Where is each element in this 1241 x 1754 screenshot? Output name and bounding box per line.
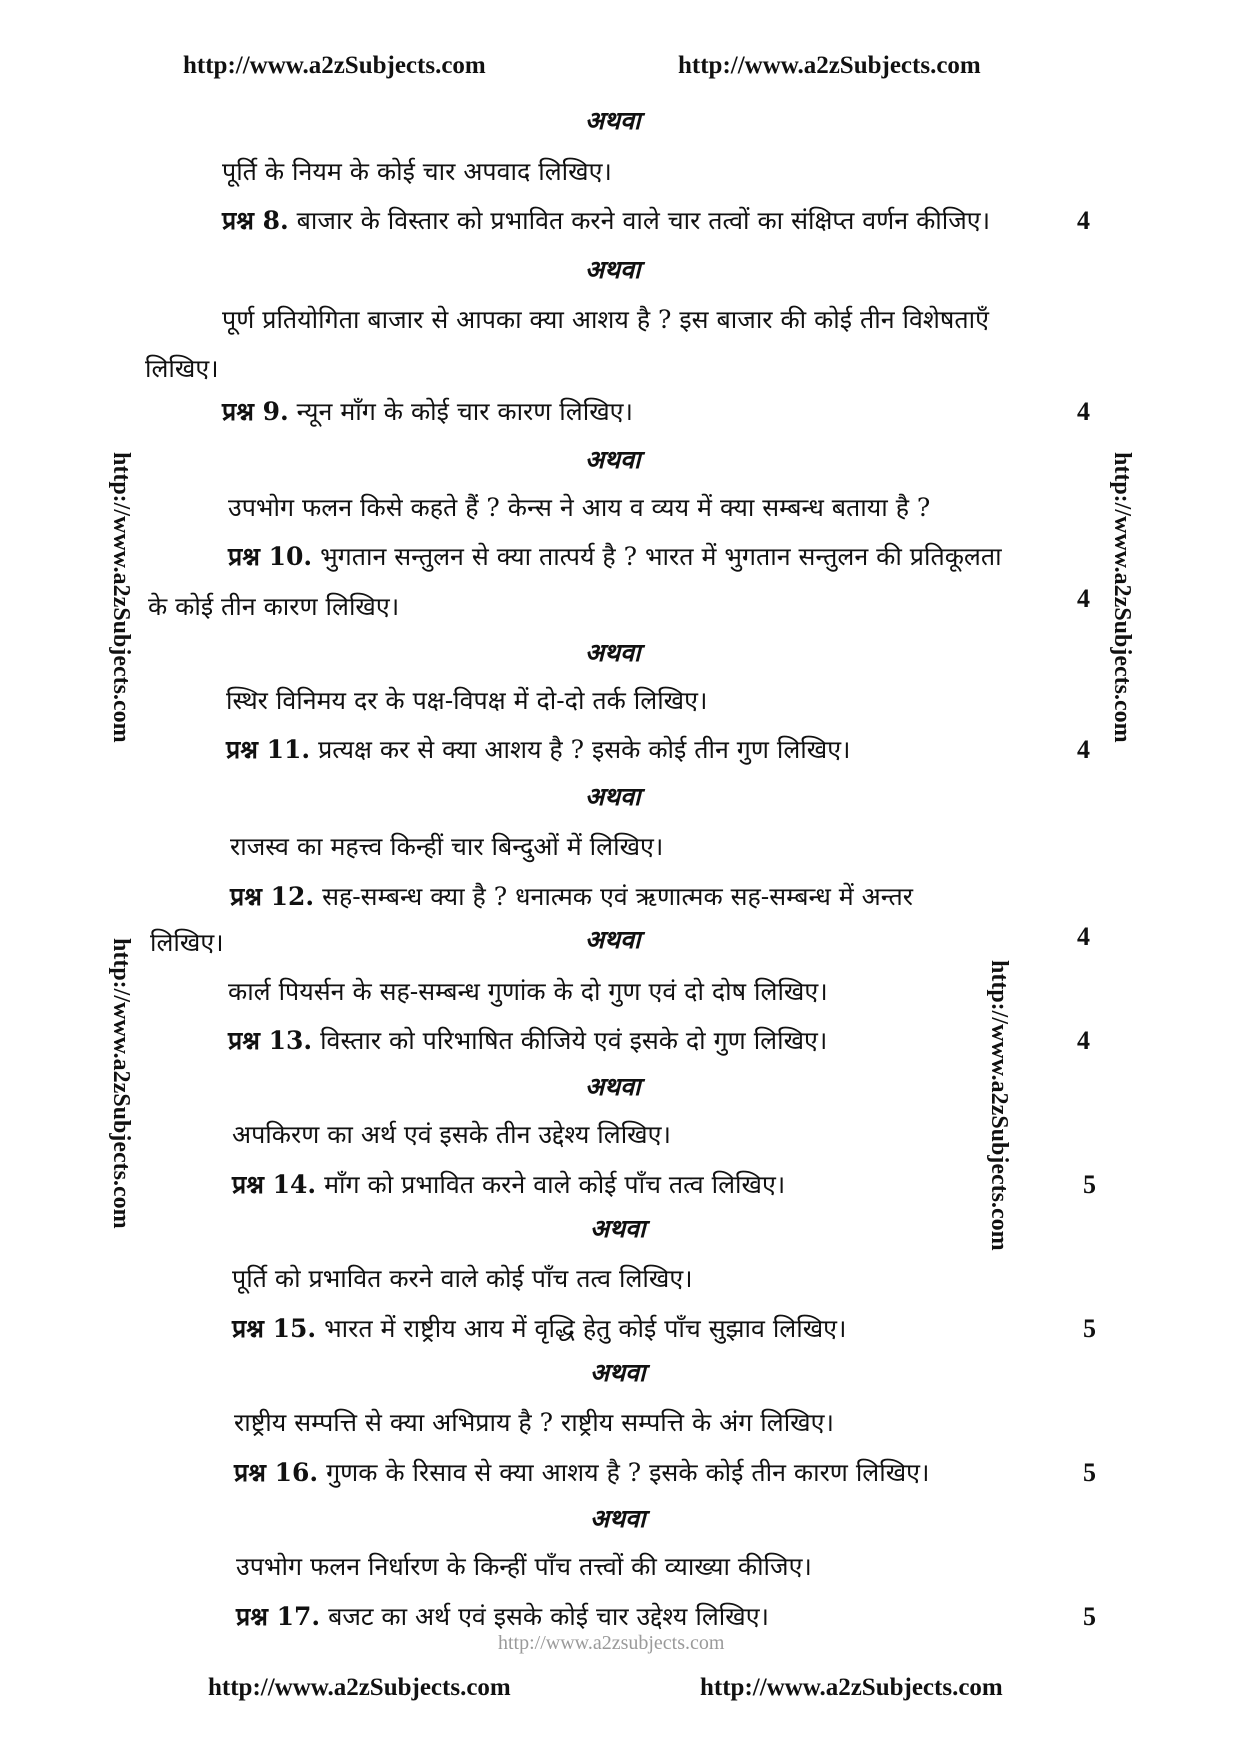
or-heading: अथवा [585, 925, 641, 954]
or-heading: अथवा [585, 1072, 641, 1101]
question-text: बाजार के विस्तार को प्रभावित करने वाले चार तत्वों का संक्षिप्त वर्णन कीजिए। [296, 206, 991, 235]
alt-question-11: राजस्व का महत्त्व किन्हीं चार बिन्दुओं में लिखिए। [230, 832, 664, 861]
question-13 [228, 1024, 827, 1058]
or-heading: अथवा [585, 255, 641, 284]
alt-question-7: पूर्ति के नियम के कोई चार अपवाद लिखिए। [222, 157, 612, 186]
question-label: प्रश्न 15. [232, 1314, 317, 1343]
marks: 4 [1077, 584, 1090, 613]
or-heading: अथवा [590, 1504, 646, 1533]
footer-url-right[interactable]: http://www.a2zSubjects.com [700, 1674, 1003, 1701]
footer-url-left[interactable]: http://www.a2zSubjects.com [208, 1674, 511, 1701]
side-url-center[interactable]: http://www.a2zSubjects.com [986, 960, 1012, 1251]
question-text: बजट का अर्थ एवं इसके कोई चार उद्देश्य लिखिए। [328, 1602, 770, 1631]
alt-question-12: कार्ल पियर्सन के सह-सम्बन्ध गुणांक के दो गुण एवं दो दोष लिखिए। [228, 977, 828, 1006]
or-heading: अथवा [585, 782, 641, 811]
question-14 [232, 1168, 785, 1202]
side-url-right[interactable]: http://www.a2zSubjects.com [1109, 452, 1135, 743]
question-10-cont: के कोई तीन कारण लिखिए। [148, 592, 400, 621]
side-url-left-upper[interactable]: http://www.a2zSubjects.com [108, 452, 134, 743]
alt-question-8-line2: लिखिए। [145, 354, 219, 383]
question-label: प्रश्न 9. [222, 397, 289, 426]
question-17 [236, 1600, 769, 1634]
question-8 [222, 204, 990, 238]
question-label: प्रश्न 10. [228, 542, 313, 571]
marks: 5 [1083, 1602, 1096, 1631]
question-9 [222, 395, 633, 429]
question-12 [230, 880, 913, 914]
footer-watermark: http://www.a2zsubjects.com [498, 1632, 725, 1654]
question-label: प्रश्न 11. [226, 735, 311, 764]
question-16 [234, 1456, 929, 1490]
marks: 4 [1077, 397, 1090, 426]
question-text: सह-सम्बन्ध क्या है ? धनात्मक एवं ऋणात्मक सह-सम्बन्ध में अन्तर [322, 882, 913, 911]
alt-question-8-line1: पूर्ण प्रतियोगिता बाजार से आपका क्या आशय है ? इस बाजार की कोई तीन विशेषताएँ [222, 305, 989, 334]
alt-question-9: उपभोग फलन किसे कहते हैं ? केन्स ने आय व व्यय में क्या सम्बन्ध बताया है ? [228, 493, 931, 522]
question-text: न्यून माँग के कोई चार कारण लिखिए। [296, 397, 633, 426]
alt-question-14: पूर्ति को प्रभावित करने वाले कोई पाँच तत्व लिखिए। [232, 1264, 693, 1293]
or-heading: अथवा [585, 106, 641, 135]
or-heading: अथवा [585, 638, 641, 667]
question-12-cont: लिखिए। [150, 928, 224, 957]
marks: 4 [1077, 206, 1090, 235]
marks: 4 [1077, 735, 1090, 764]
marks: 4 [1077, 922, 1090, 951]
question-label: प्रश्न 8. [222, 206, 289, 235]
marks: 5 [1083, 1458, 1096, 1487]
header-url-right[interactable]: http://www.a2zSubjects.com [678, 52, 981, 79]
or-heading: अथवा [590, 1358, 646, 1387]
alt-question-10: स्थिर विनिमय दर के पक्ष-विपक्ष में दो-दो तर्क लिखिए। [226, 686, 708, 715]
marks: 4 [1077, 1026, 1090, 1055]
question-text: गुणक के रिसाव से क्या आशय है ? इसके कोई तीन कारण लिखिए। [326, 1458, 930, 1487]
alt-question-15: राष्ट्रीय सम्पत्ति से क्या अभिप्राय है ? राष्ट्रीय सम्पत्ति के अंग लिखिए। [234, 1408, 834, 1437]
question-label: प्रश्न 17. [236, 1602, 321, 1631]
question-10 [228, 540, 1002, 574]
question-text: भारत में राष्ट्रीय आय में वृद्धि हेतु कोई पाँच सुझाव लिखिए। [324, 1314, 847, 1343]
marks: 5 [1083, 1170, 1096, 1199]
alt-question-16: उपभोग फलन निर्धारण के किन्हीं पाँच तत्त्वों की व्याख्या कीजिए। [236, 1552, 812, 1581]
side-url-left-lower[interactable]: http://www.a2zSubjects.com [108, 938, 134, 1229]
question-11 [226, 733, 851, 767]
question-text: माँग को प्रभावित करने वाले कोई पाँच तत्व लिखिए। [324, 1170, 786, 1199]
question-label: प्रश्न 16. [234, 1458, 319, 1487]
question-text: प्रत्यक्ष कर से क्या आशय है ? इसके कोई तीन गुण लिखिए। [318, 735, 851, 764]
question-label: प्रश्न 12. [230, 882, 315, 911]
question-15 [232, 1312, 846, 1346]
marks: 5 [1083, 1314, 1096, 1343]
question-text: भुगतान सन्तुलन से क्या तात्पर्य है ? भारत में भुगतान सन्तुलन की प्रतिकूलता [320, 542, 1002, 571]
question-label: प्रश्न 14. [232, 1170, 317, 1199]
question-text: विस्तार को परिभाषित कीजिये एवं इसके दो गुण लिखिए। [320, 1026, 828, 1055]
or-heading: अथवा [585, 445, 641, 474]
or-heading: अथवा [590, 1214, 646, 1243]
question-label: प्रश्न 13. [228, 1026, 313, 1055]
alt-question-13: अपकिरण का अर्थ एवं इसके तीन उद्देश्य लिखिए। [232, 1120, 671, 1149]
header-url-left[interactable]: http://www.a2zSubjects.com [183, 52, 486, 79]
